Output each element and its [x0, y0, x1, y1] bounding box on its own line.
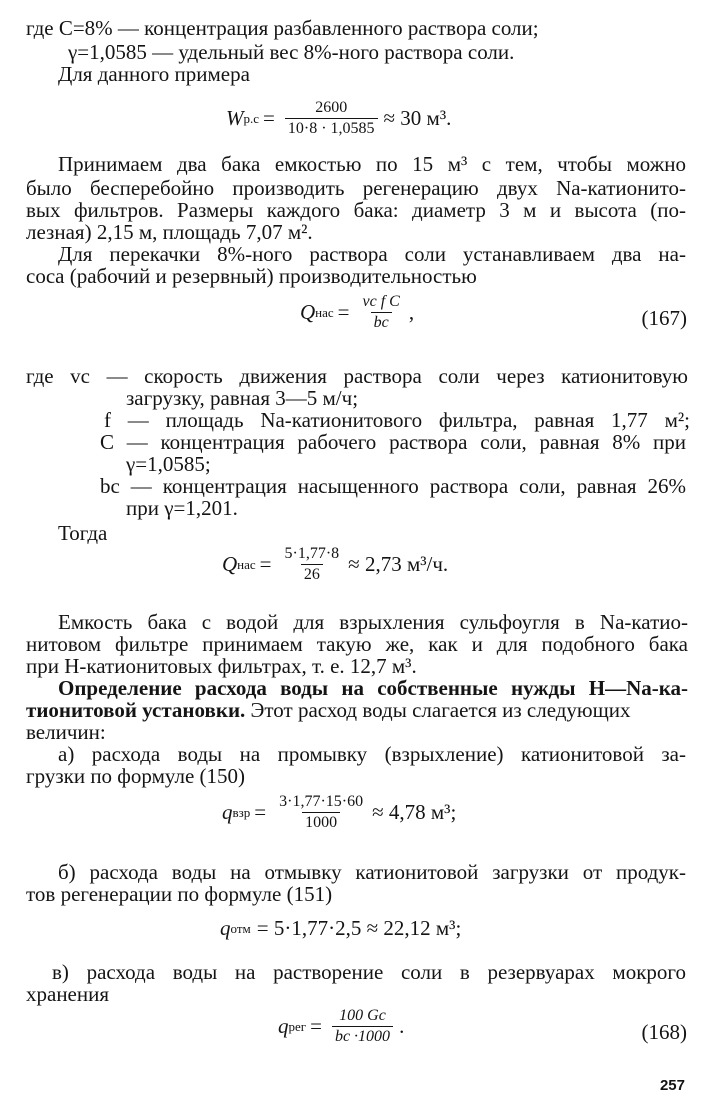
text-line: C — концентрация рабочего раствора соли, равная 8% при — [100, 430, 686, 454]
formula-q-reg: q рег = $\frac{100 Gс}{bс \cdot 1000}$ . — [278, 1007, 405, 1045]
text-line: б) расхода воды на отмывку катионитовой загрузки от продук- — [58, 860, 686, 884]
text-line: тионитовой установки. Этот расход воды слагается из следующих — [26, 698, 631, 722]
formula-q-nas-value: Q нас = $\frac{5\cdot 1,77\cdot 8}{26}$ ≈ 2,73 м³/ч. — [222, 545, 449, 583]
fraction: $\frac{5\cdot 1,77\cdot 8}{26}$ — [284, 545, 340, 583]
text-line: а) расхода воды на промывку (взрыхление) катионитовой за- — [58, 742, 686, 766]
text-line: лезная) 2,15 м, площадь 7,07 м². — [26, 220, 313, 244]
text-line: f — площадь Na-катионитового фильтра, равная 1,77 м²; — [104, 408, 690, 432]
text-line: Принимаем два бака емкостью по 15 м³ с тем, чтобы можно — [58, 152, 686, 176]
text-line: вых фильтров. Размеры каждого бака: диаметр 3 м и высота (по- — [26, 198, 686, 222]
equation-number: (168) — [641, 1020, 687, 1044]
text-line: Для перекачки 8%-ного раствора соли устанавливаем два на- — [58, 242, 686, 266]
text-line: было бесперебойно производить регенерацию двух Na-катионито- — [26, 176, 686, 200]
text-line: величин: — [26, 720, 106, 744]
formula-q-nas: Q нас = $\frac{\text{vс f C}}{bс}$ , — [300, 293, 415, 331]
text-line: coca (рабочий и резервный) производительностью — [26, 264, 477, 288]
fraction: $\frac{100 Gс}{bс \cdot 1000}$ — [332, 1008, 393, 1045]
formula-q-otm: q отм = 5·1,77·2,5 ≈ 22,12 м³; — [220, 916, 462, 940]
text-line: при γ=1,201. — [126, 496, 238, 520]
fraction: $\frac{2600}{10\cdot 8 \cdot 1,0585}$ — [285, 100, 378, 137]
text-line: при H-катионитовых фильтрах, т. е. 12,7 м³. — [26, 654, 417, 678]
formula-w-rs: W р.с = $\frac{2600}{10\cdot 8 \cdot 1,0585}$ ≈ 30 м³. — [226, 99, 452, 137]
fraction: $\frac{\text{vс f C}}{bс}$ — [362, 293, 400, 331]
text-line: загрузку, равная 3—5 м/ч; — [126, 386, 359, 410]
text-line: хранения — [26, 982, 110, 1006]
text-line: в) расхода воды на растворение соли в резервуарах мокрого — [52, 960, 686, 984]
text-line: Емкость бака с водой для взрыхления сульфоугля в Na-катио- — [58, 610, 688, 634]
text-line: Для данного примера — [58, 62, 250, 86]
formula-q-vzr: q взр = $\frac{3\cdot 1,77\cdot 15\cdot 60}{1000}$ ≈ 4,78 м³; — [222, 793, 457, 831]
text-line: где vс — скорость движения раствора соли через катионитовую — [26, 364, 688, 388]
text-line: γ=1,0585 — удельный вес 8%-ного раствора соли. — [68, 40, 515, 64]
section-heading: Определение расхода воды на собственные нужды H—Na-ка- — [58, 676, 688, 700]
text-line: где C=8% — концентрация разбавленного раствора соли; — [26, 16, 539, 40]
text-line: Тогда — [58, 521, 108, 545]
text-line: bс — концентрация насыщенного раствора соли, равная 26% — [100, 474, 686, 498]
fraction: $\frac{3\cdot 1,77\cdot 15\cdot 60}{1000}$ — [279, 793, 364, 831]
text-line: нитовом фильтре принимаем такую же, как и для подобного бака — [26, 632, 688, 656]
page-number: 257 — [659, 1077, 685, 1094]
equation-number: (167) — [641, 306, 687, 330]
text-line: тов регенерации по формуле (151) — [26, 882, 333, 906]
text-line: грузки по формуле (150) — [26, 764, 246, 788]
text-line: γ=1,0585; — [126, 452, 211, 476]
